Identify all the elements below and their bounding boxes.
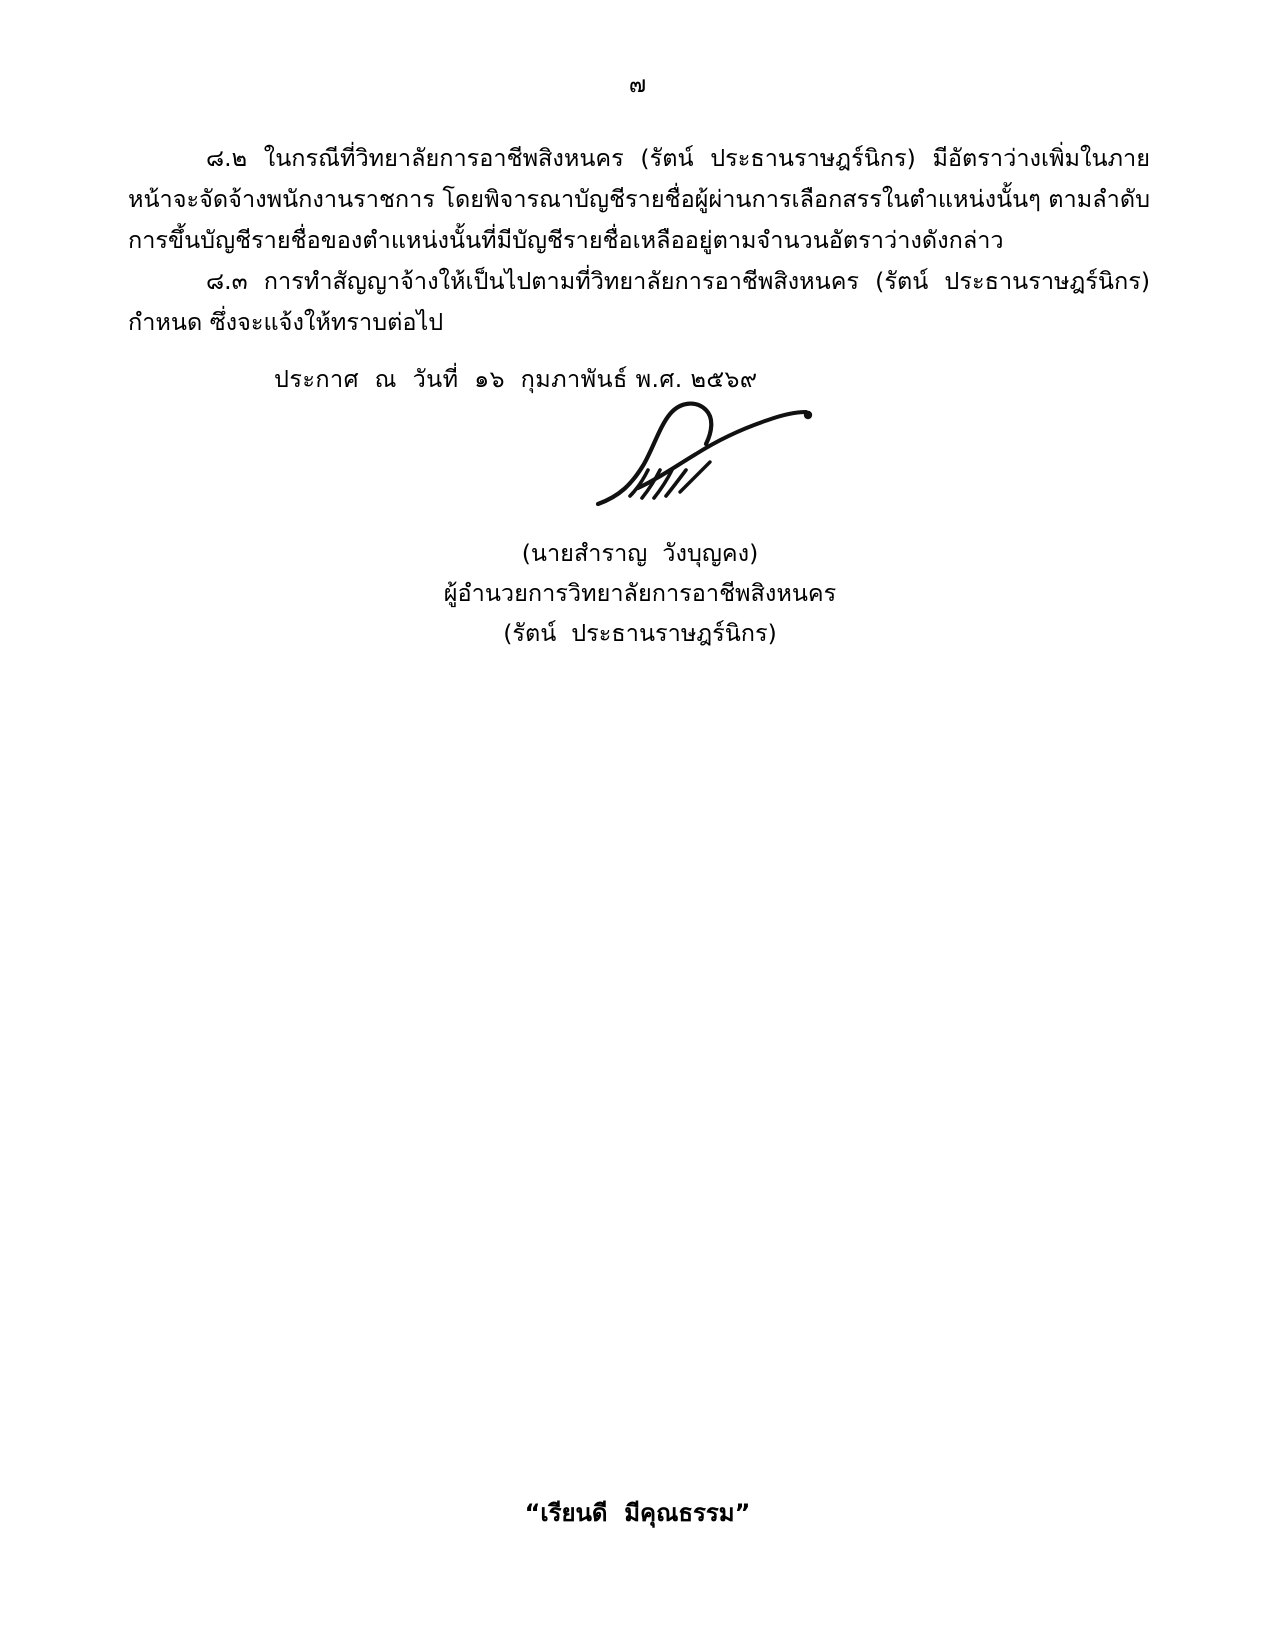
- paragraph-text: ๘.๓ การทำสัญญาจ้างให้เป็นไปตามที่วิทยาลัยการอาชีพสิงหนคร (รัตน์ ประธานราษฎร์นิกร) กำหนด ซึ่งจะแจ้งให้ทราบต่อไป: [128, 267, 1150, 336]
- signoff-organization: (รัตน์ ประธานราษฎร์นิกร): [503, 619, 777, 647]
- signature-image: [560, 392, 840, 532]
- paragraph-text: ๘.๒ ในกรณีที่วิทยาลัยการอาชีพสิงหนคร (รัตน์ ประธานราษฎร์นิกร) มีอัตราว่างเพิ่มในภายหน้าจะจัดจ้างพนักงานราชการ โดยพิจารณาบัญชีรายชื่อผู้ผ่านการเลือกสรรในตำแหน่งนั้นๆ ตามลำดับการขึ้นบัญชีรายชื่อของตำแหน่งนั้นที่มีบัญชีรายชื่อเหลืออยู่ตามจำนวนอัตราว่างดังกล่าว: [128, 144, 1151, 254]
- footer-motto: “เรียนดี มีคุณธรรม”: [524, 1499, 751, 1527]
- paragraph-clause-8-3: [128, 261, 1150, 343]
- page-number: ๗: [628, 72, 647, 98]
- announcement-date-line: ประกาศ ณ วันที่ ๑๖ กุมภาพันธ์ พ.ศ. ๒๕๖๙: [274, 365, 758, 393]
- document-body: [128, 138, 1150, 343]
- paragraph-clause-8-2: [128, 138, 1150, 261]
- signoff-position: ผู้อำนวยการวิทยาลัยการอาชีพสิงหนคร: [443, 579, 837, 607]
- signoff-name: (นายสำราญ วังบุญคง): [521, 539, 759, 567]
- signoff-block: [390, 533, 890, 653]
